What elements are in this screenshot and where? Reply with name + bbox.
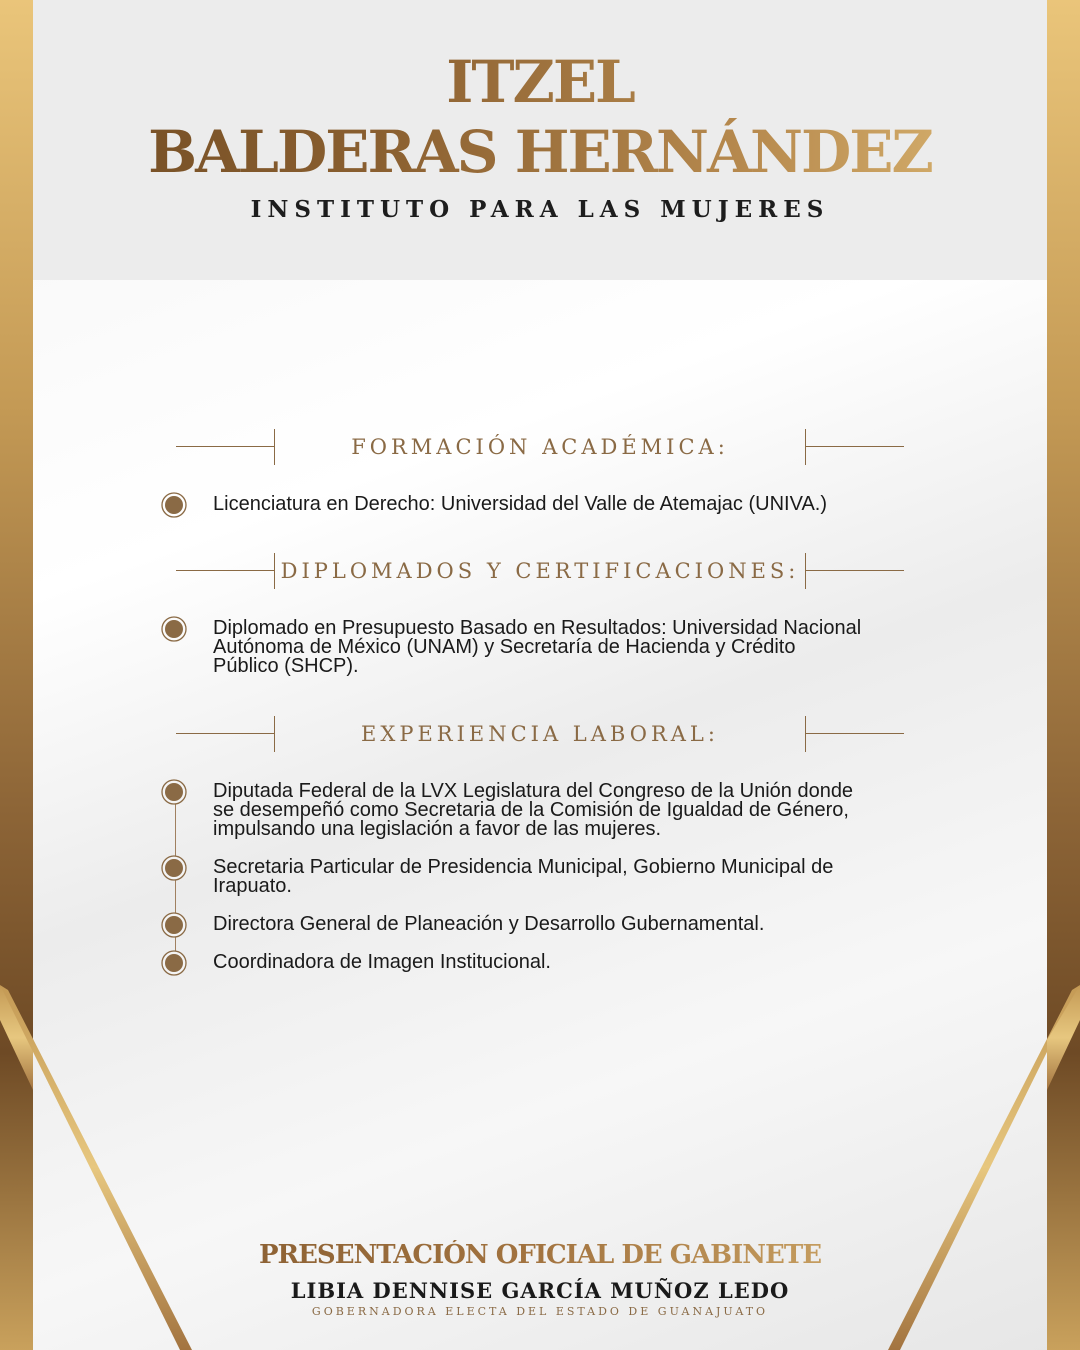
item-text: Coordinadora de Imagen Institucional. (213, 951, 551, 973)
bullet-icon (161, 779, 187, 805)
bullet-icon (161, 855, 187, 881)
divider-tick (805, 716, 806, 752)
timeline-connector (175, 800, 176, 964)
bullet-icon (161, 492, 187, 518)
footer-title: PRESENTACIÓN OFICIAL DE GABINETE (0, 1240, 1080, 1270)
section-header-education (176, 429, 904, 465)
item-text: Secretaria Particular de Presidencia Municipal, Gobierno Municipal de Irapuato. (213, 856, 834, 897)
divider-tick (805, 553, 806, 589)
bullet-icon (161, 616, 187, 642)
section-header-diplomas (176, 553, 904, 589)
divider-tick (805, 429, 806, 465)
institute-title: INSTITUTO PARA LAS MUJERES (250, 196, 830, 223)
name-first: ITZEL (0, 48, 1080, 116)
footer-governor-name: LIBIA DENNISE GARCÍA MUÑOZ LEDO (290, 1278, 790, 1303)
item-text: Diplomado en Presupuesto Basado en Resultados: Universidad Nacional Autónoma de México (UNAM) y Secretaría de Hacienda y Crédito Público (SHCP). (213, 617, 862, 677)
footer-subtitle: GOBERNADORA ELECTA DEL ESTADO DE GUANAJUATO (311, 1305, 769, 1318)
section-title-diplomas: DIPLOMADOS Y CERTIFICACIONES: (280, 559, 800, 583)
section-title-education: FORMACIÓN ACADÉMICA: (351, 435, 729, 459)
bullet-icon (161, 950, 187, 976)
bullet-icon (161, 912, 187, 938)
divider-line (805, 570, 904, 571)
item-text: Diputada Federal de la LVX Legislatura del Congreso de la Unión donde se desempeñó como Secretaria de la Comisión de Igualdad de Género, impulsando una legislación a favor de las mujeres. (213, 780, 854, 840)
item-text: Directora General de Planeación y Desarrollo Gubernamental. (213, 913, 765, 935)
right-ribbon-top (1047, 985, 1080, 1090)
section-header-experience (176, 716, 904, 752)
name-surnames: BALDERAS HERNÁNDEZ (0, 118, 1080, 186)
item-text: Licenciatura en Derecho: Universidad del Valle de Atemajac (UNIVA.) (213, 493, 828, 515)
divider-line (805, 733, 904, 734)
divider-line (805, 446, 904, 447)
section-title-experience: EXPERIENCIA LABORAL: (361, 722, 719, 746)
